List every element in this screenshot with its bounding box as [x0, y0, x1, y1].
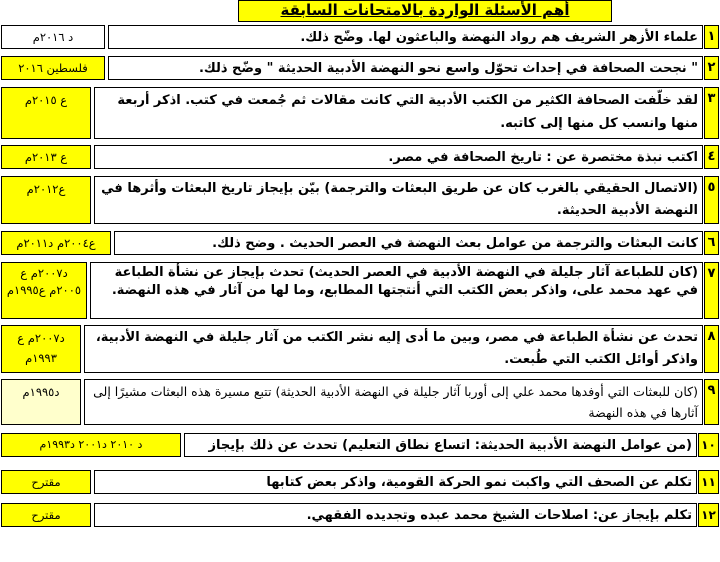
question-row-12 — [0, 503, 720, 527]
question-row-7 — [0, 262, 720, 319]
question-number: ٥ — [704, 176, 719, 224]
question-number: ٧ — [704, 262, 719, 319]
question-row-10 — [0, 433, 720, 457]
question-row-1 — [0, 25, 720, 49]
question-row-6 — [0, 231, 720, 255]
question-number: ٦ — [704, 231, 719, 255]
question-text: " نجحت الصحافة في إحداث تحوّل واسع نحو النهضة الأدبية الحديثة " وضّح ذلك. — [108, 56, 703, 80]
source-tag: ع ٢٠١٣م — [1, 145, 91, 169]
question-text: علماء الأزهر الشريف هم رواد النهضة والباعثون لها. وضّح ذلك. — [108, 25, 703, 49]
question-row-3 — [0, 87, 720, 139]
question-row-4 — [0, 145, 720, 169]
question-row-11 — [0, 470, 720, 494]
question-number: ٢ — [704, 56, 719, 80]
question-text: (كان للطباعة آثار جليلة في النهضة الأدبية في العصر الحديث) تحدث بإيجاز عن نشأة الطباعة في عهد محمد على، واذكر بعض الكتب التي أنتجتها المطابع، وما لها من آثار في هذه النهضة. — [90, 262, 703, 319]
source-tag: مقترح — [1, 503, 91, 527]
question-text: تحدث عن نشأة الطباعة في مصر، وبين ما أدى إليه نشر الكتب من آثار جليلة في النهضة الأدبية، واذكر أوائل الكتب التي طُبعت. — [84, 325, 703, 373]
source-tag: فلسطين ٢٠١٦ — [1, 56, 105, 80]
question-row-8 — [0, 325, 720, 373]
source-tag: د٢٠٠٧م ع ٢٠٠٥م ع١٩٩٥م — [1, 262, 87, 319]
source-tag: ع٢٠١٢م — [1, 176, 91, 224]
question-number: ٩ — [704, 379, 719, 425]
question-number: ١ — [704, 25, 719, 49]
question-text: (كان للبعثات التي أوفدها محمد علي إلى أوربا آثار جليلة في النهضة الأدبية الحديثة) تتبع مسيرة هذه البعثات مشيرًا إلى آثارها في هذه النهضة — [84, 379, 703, 425]
question-text: (الاتصال الحقيقي بالغرب كان عن طريق البعثات والترجمة) بيّن بإيجاز تاريخ البعثات وأثرها في النهضة الأدبية الحديثة. — [94, 176, 703, 224]
question-text: (من عوامل النهضة الأدبية الحديثة: اتساع نطاق التعليم) تحدث عن ذلك بإيجاز — [184, 433, 697, 457]
question-number: ١١ — [698, 470, 719, 494]
question-row-9 — [0, 379, 720, 425]
page-title: أهم الأسئلة الواردة بالامتحانات السابقة — [238, 0, 612, 22]
question-text: كانت البعثات والترجمة من عوامل بعث النهضة في العصر الحديث . وضح ذلك. — [114, 231, 703, 255]
question-row-2 — [0, 56, 720, 80]
source-tag: د٢٠٠٧م ع ١٩٩٣م — [1, 325, 81, 373]
source-tag: د١٩٩٥م — [1, 379, 81, 425]
source-tag: مقترح — [1, 470, 91, 494]
source-tag: د ٢٠١٠ د٢٠٠١ د١٩٩٣م — [1, 433, 181, 457]
question-text: تكلم بإيجاز عن: اصلاحات الشيخ محمد عبده وتجديده الفقهي. — [94, 503, 697, 527]
question-number: ٨ — [704, 325, 719, 373]
question-number: ٤ — [704, 145, 719, 169]
question-text: اكتب نبذة مختصرة عن : تاريخ الصحافة في مصر. — [94, 145, 703, 169]
question-number: ٣ — [704, 87, 719, 139]
question-row-5 — [0, 176, 720, 224]
source-tag: د ٢٠١٦م — [1, 25, 105, 49]
question-text: لقد خلّفت الصحافة الكثير من الكتب الأدبية التي كانت مقالات ثم جُمعت في كتب. اذكر أربعة منها وانسب كل منها إلى كاتبه. — [94, 87, 703, 139]
source-tag: ع٢٠٠٤م د٢٠١١م — [1, 231, 111, 255]
source-tag: ع ٢٠١٥م — [1, 87, 91, 139]
question-text: تكلم عن الصحف التي واكبت نمو الحركة القومية، واذكر بعض كتابها — [94, 470, 697, 494]
question-number: ١٢ — [698, 503, 719, 527]
question-number: ١٠ — [698, 433, 719, 457]
